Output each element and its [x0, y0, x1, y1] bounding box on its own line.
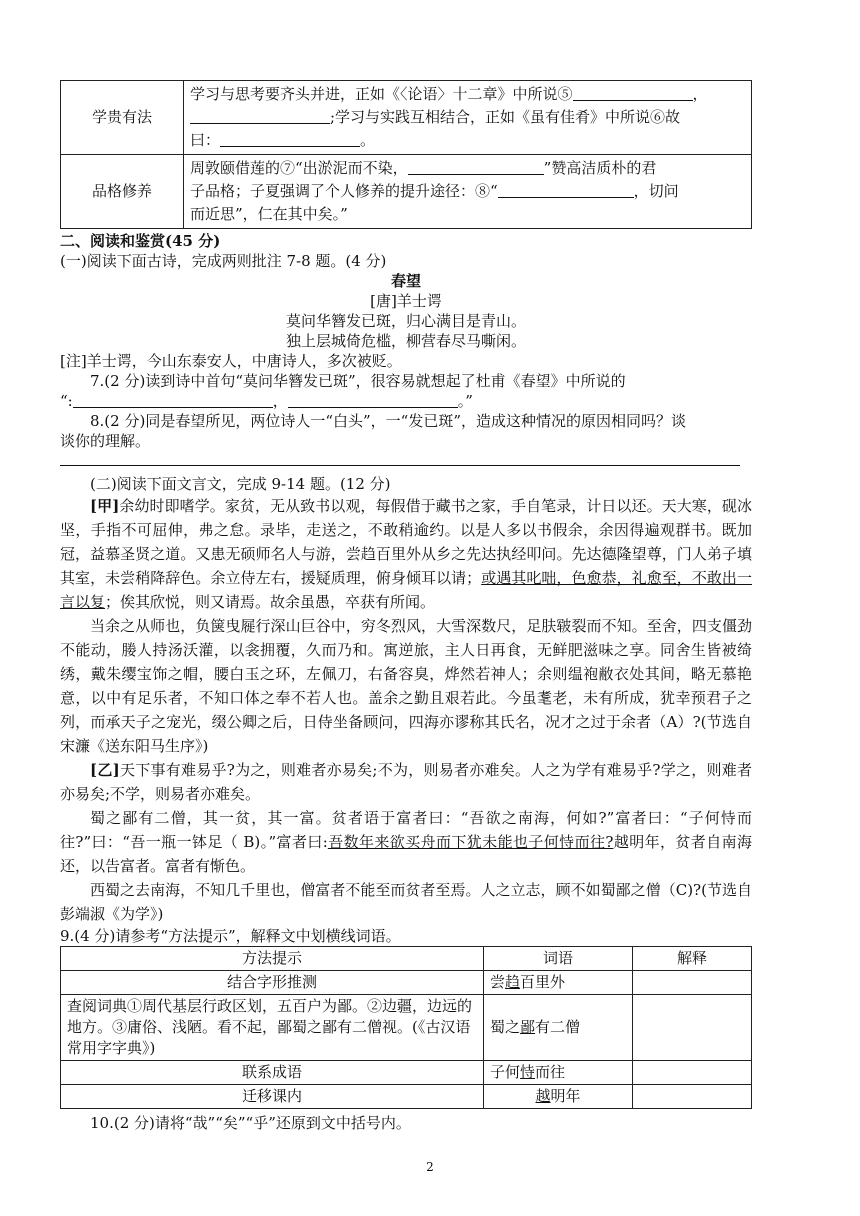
page-number: 2: [426, 1160, 434, 1174]
poem-note: [注]羊士谔，今山东泰安人，中唐诗人，多次被贬。: [60, 352, 402, 370]
answer-cell[interactable]: [633, 1085, 752, 1109]
table-row: 查阅词典①周代基层行政区划，五百户为鄙。②边疆，边远的地方。③庸俗、浅陋。看不起，鄙蜀之鄙有二僧视。(《古汉语常用字字典》) 蜀之鄙有二僧: [61, 995, 752, 1061]
passage-yi-p2: 蜀之鄙有二僧，其一贫，其一富。贫者语于富者曰：“吾欲之南海，何如?”富者曰：“子何恃而往?”曰：“吾一瓶一钵足（ B)。”富者曰:吾数年来欲买舟而下犹未能也子何恃而往?越明年，贫者自南海还，以告富者。富者有惭色。: [60, 809, 753, 875]
answer-cell[interactable]: [633, 995, 752, 1061]
exam-page: [60, 80, 752, 1133]
blank-7[interactable]: [408, 158, 544, 175]
passage-yi-p3: 西蜀之去南海，不知几千里也，僧富者不能至而贫者至焉。人之立志，顾不如蜀鄙之僧（C)?(节选自彭端淑《为学》): [60, 881, 752, 923]
section-heading: 二、阅读和鉴赏(45 分): [60, 232, 221, 250]
blank-5b[interactable]: [190, 107, 330, 124]
question-9: 9.(4 分)请参考“方法提示”，解释文中划横线词语。: [60, 927, 401, 945]
method-table: [60, 946, 752, 1109]
passage-yi-p1: [乙]天下事有难易乎?为之，则难者亦易矣;不为，则易者亦难矣。人之为学有难易乎?学之，则难者亦易矣;不学，则易者亦难矣。: [60, 761, 752, 803]
blank-5[interactable]: [573, 84, 693, 101]
poem-author: [唐]羊士谔: [370, 292, 442, 310]
row-heading: 品格修养: [61, 155, 184, 229]
answer-line[interactable]: [60, 451, 740, 466]
poem-title: 春望: [390, 272, 421, 290]
question-8: 8.(2 分)同是春望所见，两位诗人一“白头”，一“发已斑”，造成这种情况的原因相同吗？谈: [90, 412, 687, 430]
blank-8[interactable]: [498, 181, 634, 198]
fill-in-table: [60, 80, 752, 229]
part-intro: (一)阅读下面古诗，完成两则批注 7-8 题。(4 分): [60, 252, 387, 270]
table-header-row: 方法提示 词语 解释: [61, 947, 752, 971]
table-row: [61, 155, 752, 229]
poem-line: 独上层城倚危槛，柳营春尽马嘶闲。: [285, 332, 526, 350]
answer-cell[interactable]: [633, 1061, 752, 1085]
poem-line: 莫问华簪发已斑，归心满目是青山。: [285, 312, 526, 330]
question-8-cont: 谈你的理解。: [60, 432, 151, 450]
row-content: 周敦颐借莲的⑦“出淤泥而不染， ”赞高洁质朴的君 子品格；子夏强调了个人修养的提升途径：⑧“ ，切问 而近思”，仁在其中矣。”: [184, 155, 752, 229]
passage-jia-p1: [甲]余幼时即嗜学。家贫，无从致书以观，每假借于藏书之家，手自笔录，计日以还。天大寒，砚冰坚，手指不可屈伸，弗之怠。录毕，走送之，不敢稍逾约。以是人多以书假余，余因得遍观群书。既加冠，益慕圣贤之道。又患无硕师名人与游，尝趋百里外从乡之先达执经叩问。先达德隆望尊，门人弟子填其室，未尝稍降辞色。余立侍左右，援疑质理，俯身倾耳以请；或遇其叱咄，色愈恭，礼愈至，不敢出一言以复；俟其欣悦，则又请焉。故余虽愚，卒获有所闻。: [60, 497, 752, 611]
question-10: 10.(2 分)请将“哉”“矣”“乎”还原到文中括号内。: [90, 1114, 411, 1132]
row-content: 学习与思考要齐头并进，正如《〈论语〉十二章》中所说⑤ ， ;学习与实践互相结合，正如《虽有佳肴》中所说⑥故 曰： 。: [184, 81, 752, 155]
blank-q7-b[interactable]: [288, 391, 458, 408]
blank-6[interactable]: [220, 130, 360, 147]
row-heading: 学贵有法: [61, 81, 184, 155]
table-row: [61, 81, 752, 155]
answer-cell[interactable]: [633, 971, 752, 995]
question-7: 7.(2 分)读到诗中首句“莫问华簪发已斑”，很容易就想起了杜甫《春望》中所说的: [90, 372, 626, 390]
table-row: 迁移课内 越明年: [61, 1085, 752, 1109]
question-7-blanks: “: ， 。”: [60, 392, 473, 410]
table-row: 结合字形推测 尝趋百里外: [61, 971, 752, 995]
blank-q7-a[interactable]: [73, 391, 273, 408]
table-row: 联系成语 子何恃而往: [61, 1061, 752, 1085]
passage-jia-p2: 当余之从师也，负箧曳屣行深山巨谷中，穷冬烈风，大雪深数尺，足肤皲裂而不知。至舍，四支僵劲不能动，媵人持汤沃灌，以衾拥覆，久而乃和。寓逆旅，主人日再食，无鲜肥滋味之享。同舍生皆被绮绣，戴朱缨宝饰之帽，腰白玉之环，左佩刀，右备容臭，烨然若神人；余则缊袍敝衣处其间，略无慕艳意，以中有足乐者，不知口体之奉不若人也。盖余之勤且艰若此。今虽耄老，未有所成，犹幸预君子之列，而承天子之宠光，缀公卿之后，日侍坐备顾问，四海亦谬称其氏名，况才之过于余者（A）?(节选自宋濂《送东阳马生序》): [60, 617, 752, 755]
part-intro: (二)阅读下面文言文，完成 9-14 题。(12 分): [90, 475, 391, 493]
